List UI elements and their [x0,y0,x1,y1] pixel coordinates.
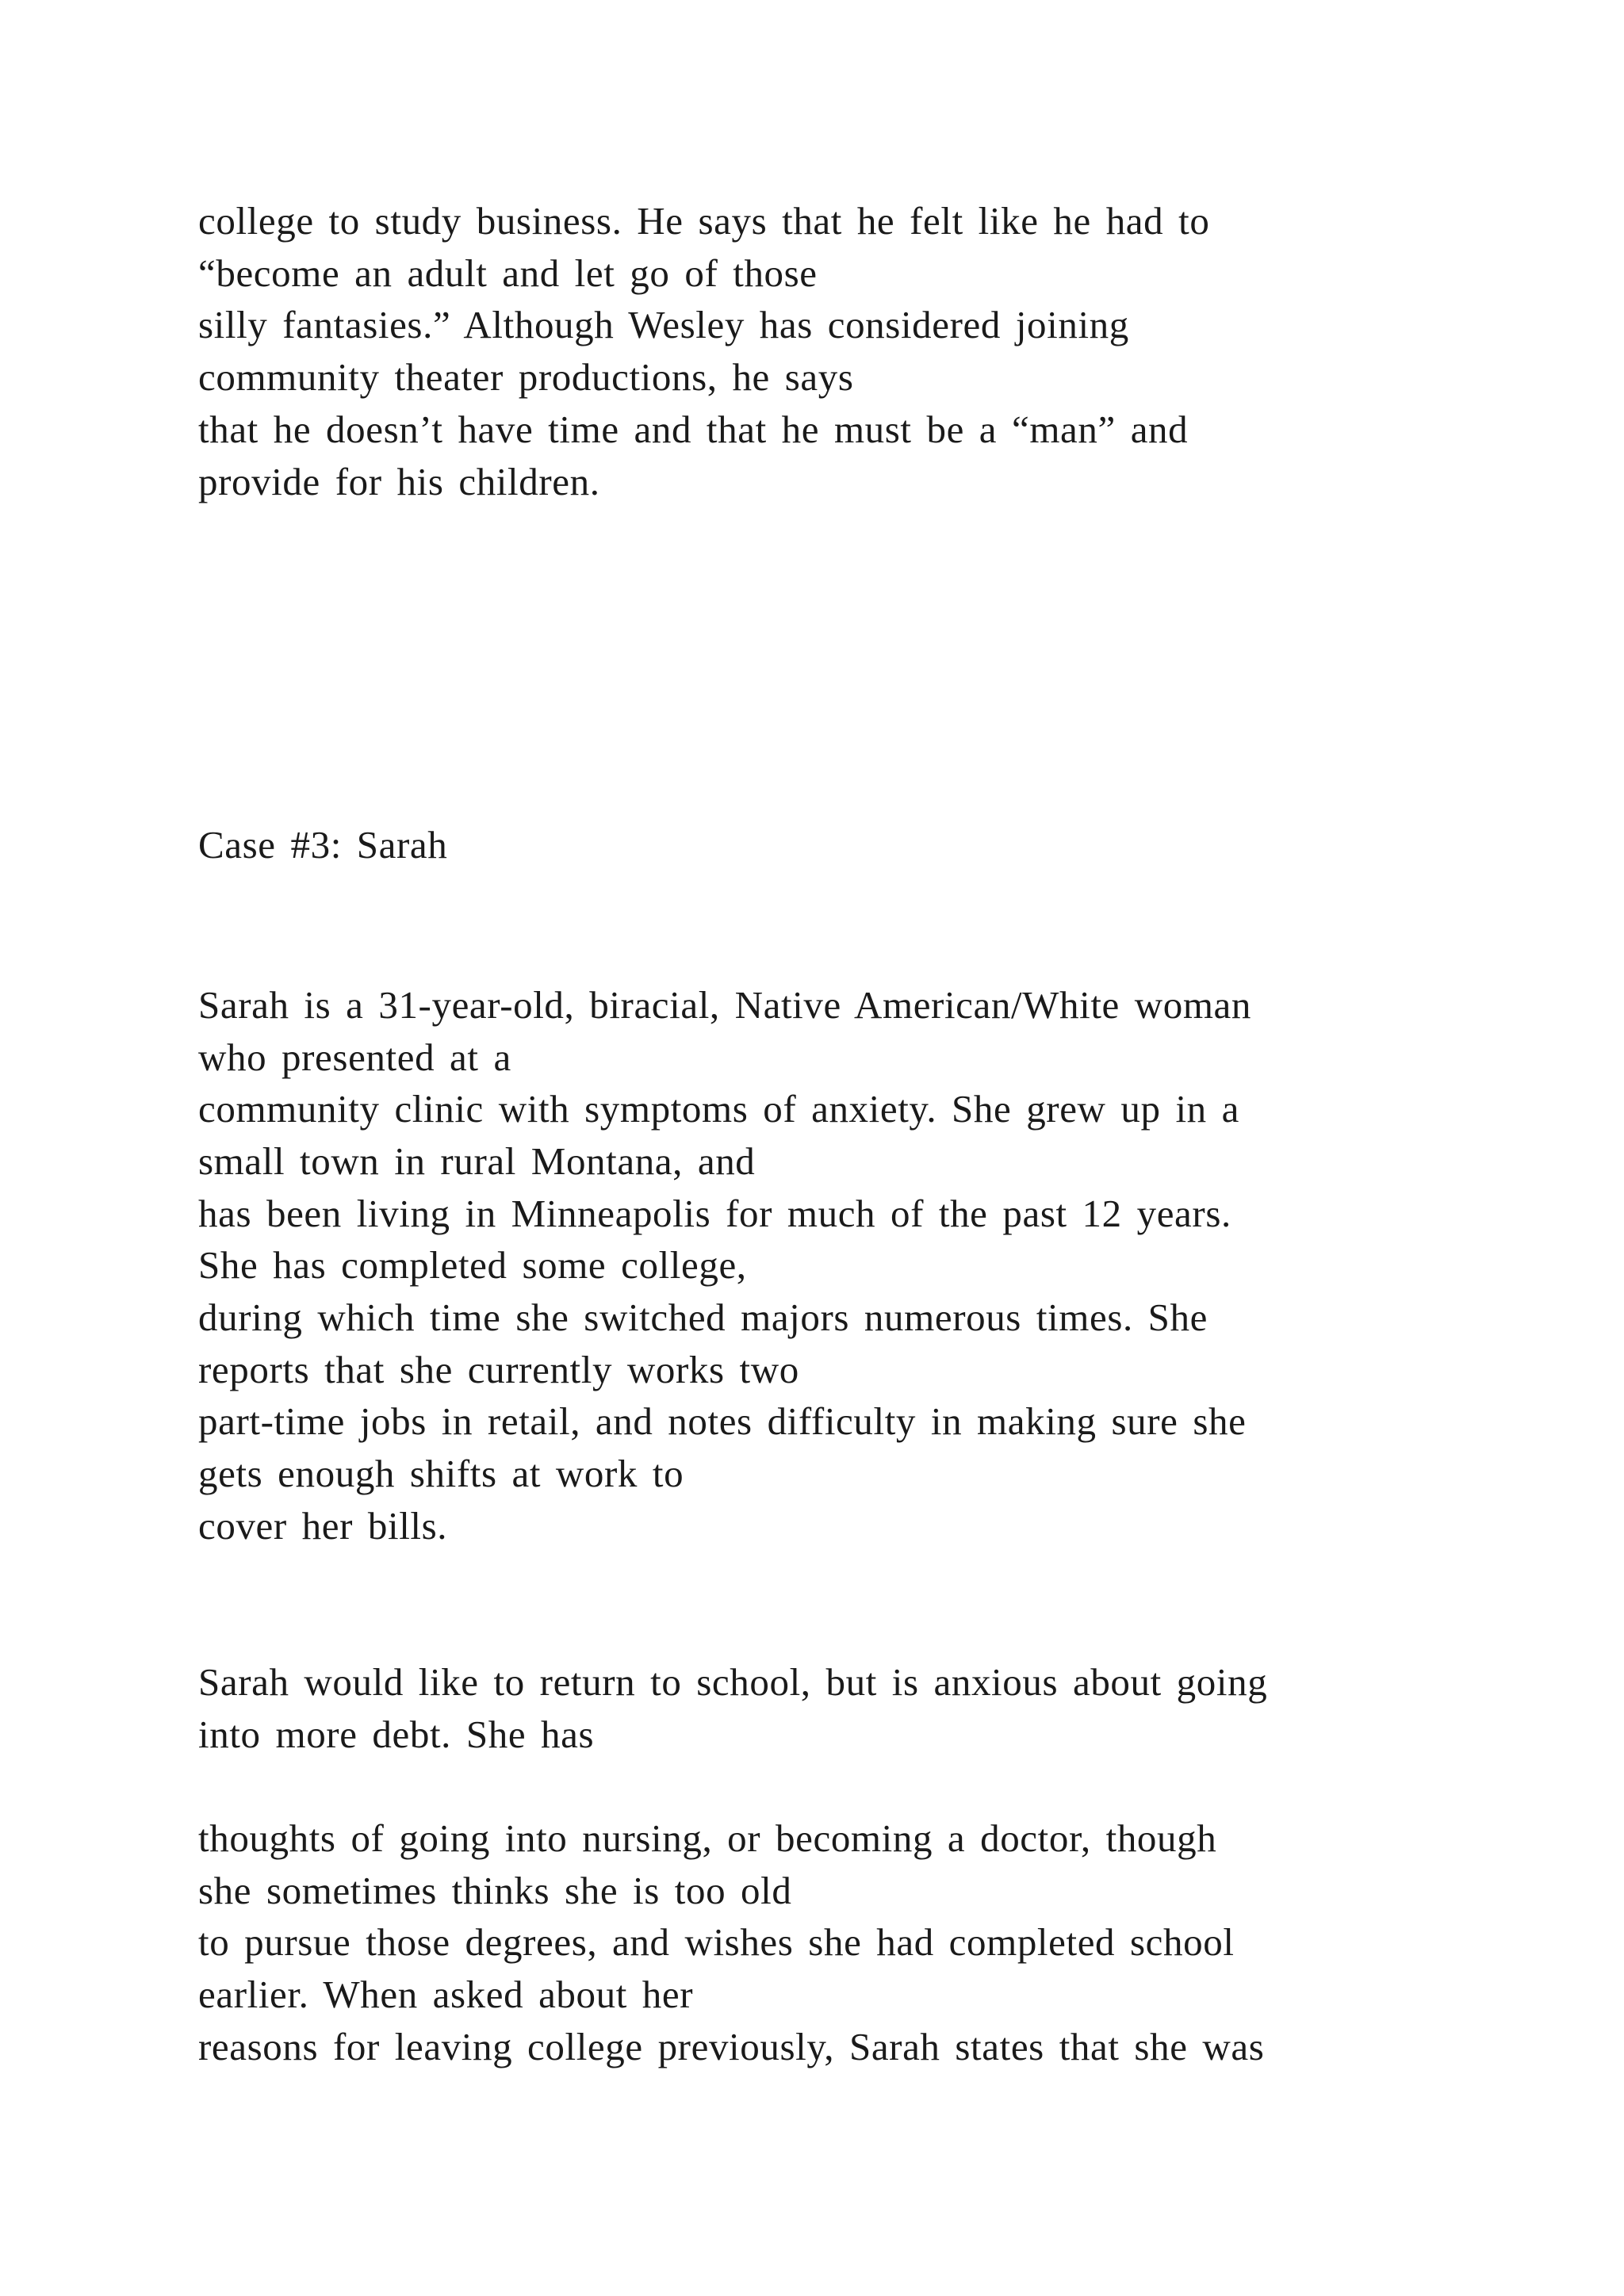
text-line: cover her bills. [198,1504,448,1548]
text-line: into more debt. She has [198,1712,595,1756]
text-line: has been living in Minneapolis for much of the past 12 years. [198,1192,1231,1235]
text-line: community theater productions, he says [198,355,854,399]
text-line: gets enough shifts at work to [198,1452,684,1495]
text-line: small town in rural Montana, and [198,1139,756,1183]
text-line: reasons for leaving college previously, Sarah states that she was [198,2025,1265,2068]
case-heading: Case #3: Sarah [198,823,448,867]
text-line: college to study business. He says that he felt like he had to [198,199,1210,243]
text-line: she sometimes thinks she is too old [198,1869,792,1912]
text-line: during which time she switched majors numerous times. She [198,1295,1208,1339]
text-line: provide for his children. [198,460,600,503]
text-line: Sarah is a 31-year-old, biracial, Native American/White woman [198,983,1252,1027]
text-line: to pursue those degrees, and wishes she had completed school [198,1920,1235,1964]
text-line: community clinic with symptoms of anxiety. She grew up in a [198,1087,1239,1131]
text-line: part-time jobs in retail, and notes difficulty in making sure she [198,1399,1247,1443]
text-line: who presented at a [198,1035,511,1079]
text-line: “become an adult and let go of those [198,251,818,295]
text-line: Sarah would like to return to school, but is anxious about going [198,1660,1268,1704]
text-line: silly fantasies.” Although Wesley has considered joining [198,303,1129,346]
text-line: earlier. When asked about her [198,1973,694,2016]
text-line: reports that she currently works two [198,1348,799,1391]
text-line: that he doesn’t have time and that he must be a “man” and [198,408,1189,451]
text-line: thoughts of going into nursing, or becoming a doctor, though [198,1816,1217,1860]
text-line: She has completed some college, [198,1243,747,1287]
